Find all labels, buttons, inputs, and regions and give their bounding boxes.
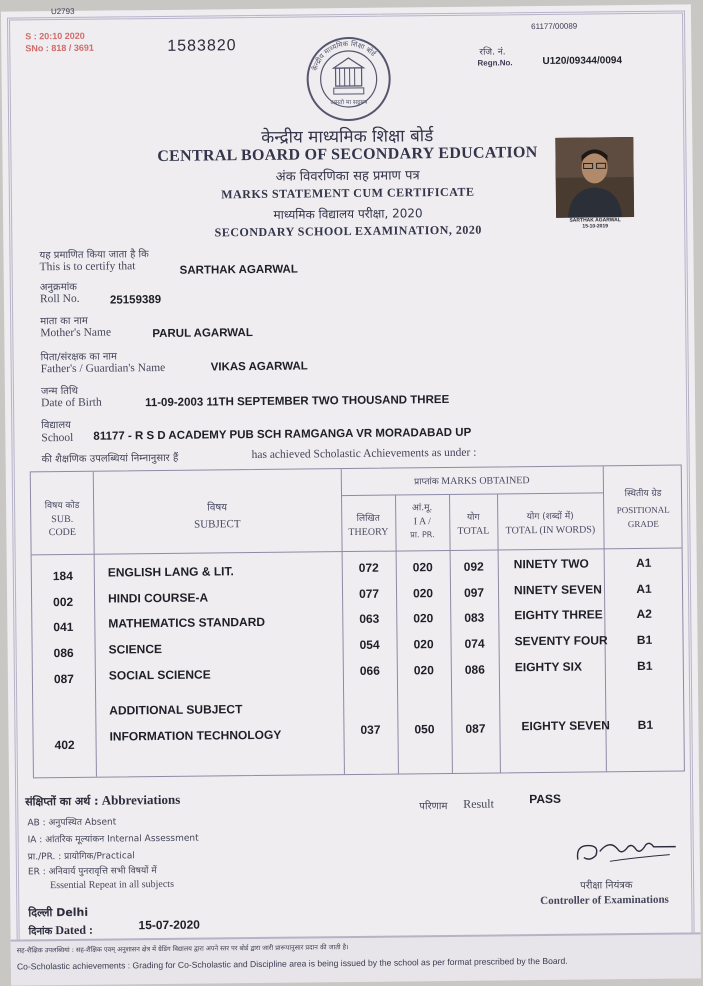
subject-header-hindi: विषय: [93, 501, 341, 516]
roll-number: 25159389: [110, 294, 161, 307]
mother-name: PARUL AGARWAL: [152, 327, 253, 340]
total-marks: 074: [451, 636, 499, 651]
certify-label: This is to certify that: [40, 260, 136, 273]
total-in-words: EIGHTY SIX: [515, 660, 582, 675]
certificate-paper: [1, 4, 701, 983]
ia-header-hindi: आं.मू.: [395, 502, 449, 515]
total-marks: 097: [450, 585, 498, 600]
code-header-line-1: SUB.: [31, 514, 93, 527]
abbreviation-item: प्रा./PR. : प्रायोगिक/Practical: [28, 848, 135, 862]
subject-code: 002: [32, 595, 94, 610]
subject-name: HINDI COURSE-A: [108, 591, 208, 606]
marks-obtained-label: MARKS OBTAINED: [441, 475, 529, 487]
total-header-hindi: योग: [449, 511, 497, 524]
subject-name: SCIENCE: [109, 642, 162, 657]
school-label-hindi: विद्यालय: [41, 417, 71, 431]
positional-grade: A1: [604, 582, 684, 597]
header-divider: [32, 548, 682, 556]
photo-caption-name: SARTHAK AGARWAL: [556, 217, 634, 224]
dated-label-english: Dated :: [55, 923, 93, 937]
total-marks: 092: [450, 559, 498, 574]
words-header: TOTAL (IN WORDS): [497, 524, 603, 537]
father-label-hindi: पिता/संरक्षक का नाम: [40, 348, 117, 363]
father-label: Father's / Guardian's Name: [41, 362, 166, 375]
subject-name: SOCIAL SCIENCE: [109, 667, 211, 682]
ia-marks: 020: [396, 586, 450, 601]
theory-header-hindi: लिखित: [341, 513, 395, 526]
code-header-hindi: विषय कोड: [31, 500, 93, 513]
table-row: [33, 663, 685, 688]
total-in-words: SEVENTY FOUR: [514, 633, 607, 648]
abbreviation-item: ER : अनिवार्य पुनरावृत्ति सभी विषयों में: [28, 863, 157, 877]
subject-name: ENGLISH LANG & LIT.: [108, 564, 234, 579]
student-name: SARTHAK AGARWAL: [180, 264, 298, 277]
marks-obtained-header: [341, 474, 603, 489]
certify-label-hindi: यह प्रमाणित किया जाता है कि: [39, 246, 148, 261]
achieved-label: has achieved Scholastic Achievements as under :: [252, 447, 477, 461]
dob-label-hindi: जन्म तिथि: [41, 383, 78, 397]
dated-label: [28, 923, 93, 939]
abbreviations-title: [25, 792, 180, 810]
ia-marks: 020: [396, 611, 450, 626]
theory-marks: 037: [343, 723, 397, 738]
top-corner-text: U2793: [51, 7, 75, 16]
school-name: 81177 - R S D ACADEMY PUB SCH RAMGANGA VR MORADABAD UP: [93, 427, 471, 443]
ia-header-practical: प्रा. PR.: [395, 529, 449, 542]
cbse-seal: [305, 36, 392, 123]
controller-label: Controller of Examinations: [540, 894, 669, 907]
table-row: [32, 611, 684, 636]
mother-label: Mother's Name: [40, 327, 111, 340]
theory-marks: 077: [342, 587, 396, 602]
controller-signature: [570, 831, 680, 872]
regn-number: U120/09344/0094: [542, 55, 622, 67]
subject-code: 086: [33, 646, 95, 661]
achieved-label-hindi: की शैक्षणिक उपलब्धियां निम्नानुसार हैं: [42, 450, 179, 465]
result-label-hindi: परिणाम: [419, 798, 447, 812]
total-header: TOTAL: [449, 525, 497, 538]
total-in-words: EIGHTY THREE: [514, 607, 603, 622]
top-right-code: 61177/00089: [531, 22, 577, 31]
abbreviation-item: IA : आंतरिक मूल्यांकन Internal Assessment: [28, 831, 199, 846]
signature-icon: [570, 831, 680, 872]
subject-code: 041: [32, 620, 94, 635]
seal-arc-text: केन्द्रीय माध्यमिक शिक्षा बोर्ड: [310, 39, 379, 72]
board-name-hindi: केन्द्रीय माध्यमिक शिक्षा बोर्ड: [2, 120, 692, 150]
words-header-hindi: योग (शब्दों में): [497, 510, 603, 523]
theory-header: THEORY: [341, 527, 395, 540]
positional-grade: B1: [605, 659, 685, 674]
total-in-words: NINETY SEVEN: [514, 582, 602, 597]
exam-name-hindi: माध्यमिक विद्यालय परीक्षा, 2020: [3, 201, 693, 225]
photo-caption-date: 15-10-2019: [556, 223, 634, 230]
red-stamp-line-1: S : 20:10 2020: [25, 31, 85, 42]
marks-obtained-hindi: प्राप्तांक: [414, 477, 439, 487]
total-marks: 083: [450, 610, 498, 625]
footer-note-hindi: सह-शैक्षिक उपलब्धियां : सह-शैक्षिक एवम् अनुशासन क्षेत्र में ग्रेडिंग विद्यालय द्वारा अपने स्तर पर बोर्ड द्वारा जारी प्रारूपानुसार प्रदान की जाती है।: [17, 942, 349, 954]
additional-subject-label: ADDITIONAL SUBJECT: [109, 702, 242, 717]
total-in-words: NINETY TWO: [514, 557, 589, 572]
positional-grade: B1: [604, 633, 684, 648]
grade-header-hindi: स्थितीय ग्रेड: [603, 488, 683, 501]
cbse-seal-icon: [305, 36, 392, 123]
father-name: VIKAS AGARWAL: [211, 360, 308, 373]
marks-table: [30, 465, 685, 779]
positional-grade: B1: [605, 718, 685, 733]
certificate-title: MARKS STATEMENT CUM CERTIFICATE: [3, 182, 693, 204]
total-in-words: EIGHTY SEVEN: [521, 718, 610, 733]
regn-label: Regn.No.: [477, 58, 512, 67]
theory-marks: 072: [342, 561, 396, 576]
board-name: CENTRAL BOARD OF SECONDARY EDUCATION: [2, 142, 692, 167]
code-header-line-2: CODE: [31, 527, 93, 540]
subject-name: MATHEMATICS STANDARD: [108, 615, 265, 631]
footer-note-english: Co-Scholastic achievements : Grading for Co-Scholastic and Discipline area is being issued by the school as per format prescribed by the Board.: [17, 956, 568, 972]
positional-grade: A2: [604, 607, 684, 622]
dob-label: Date of Birth: [41, 397, 102, 410]
red-stamp-line-2: SNo : 818 / 3691: [25, 43, 94, 54]
positional-grade: A1: [604, 556, 684, 571]
roll-label: Roll No.: [40, 293, 80, 305]
certificate-title-hindi: अंक विवरणिका सह प्रमाण पत्र: [3, 162, 693, 187]
issue-date: 15-07-2020: [138, 918, 200, 933]
table-row: [33, 724, 685, 749]
subject-code: 184: [32, 569, 94, 584]
ia-marks: 020: [396, 560, 450, 575]
grade-header-line-1: POSITIONAL: [603, 504, 683, 517]
controller-label-hindi: परीक्षा नियंत्रक: [580, 877, 633, 892]
subject-code: 402: [34, 738, 96, 753]
table-row: [33, 637, 685, 662]
grade-header-line-2: GRADE: [603, 518, 683, 531]
footer-note: [11, 932, 701, 985]
ia-marks: 020: [397, 663, 451, 678]
school-label: School: [41, 432, 73, 444]
roll-label-hindi: अनुक्रमांक: [40, 279, 77, 293]
subject-code: 087: [33, 672, 95, 687]
place: दिल्ली Delhi: [28, 905, 88, 921]
dated-label-hindi: दिनांक: [29, 926, 53, 937]
result-label: Result: [463, 797, 494, 812]
abbreviation-item: AB : अनुपस्थित Absent: [27, 814, 116, 828]
abbreviations-title-hindi: संक्षिप्तों का अर्थ :: [25, 795, 98, 809]
ia-marks: 020: [397, 637, 451, 652]
regn-label-hindi: रजि. नं.: [479, 44, 505, 57]
table-row: [32, 560, 684, 585]
serial-number: 1583820: [167, 37, 236, 56]
ia-marks: 050: [397, 722, 451, 737]
student-photo: [555, 137, 634, 218]
total-marks: 086: [451, 662, 499, 677]
abbreviations-title-english: Abbreviations: [102, 792, 181, 808]
subject-name: INFORMATION TECHNOLOGY: [109, 728, 281, 744]
mother-label-hindi: माता का नाम: [40, 313, 88, 327]
ia-header: I A /: [395, 516, 449, 529]
theory-marks: 063: [342, 612, 396, 627]
total-marks: 087: [451, 721, 499, 736]
date-of-birth: 11-09-2003 11TH SEPTEMBER TWO THOUSAND THREE: [145, 394, 449, 409]
subject-header: SUBJECT: [93, 517, 341, 532]
theory-marks: 054: [343, 638, 397, 653]
seal-motto: असतो मा सद्गमय: [330, 98, 367, 106]
student-photo-icon: [555, 137, 634, 218]
exam-name: SECONDARY SCHOOL EXAMINATION, 2020: [3, 220, 693, 242]
essential-repeat-note: Essential Repeat in all subjects: [50, 879, 174, 891]
theory-marks: 066: [343, 664, 397, 679]
result-value: PASS: [529, 792, 561, 806]
marks-subheader-divider: [341, 492, 603, 496]
